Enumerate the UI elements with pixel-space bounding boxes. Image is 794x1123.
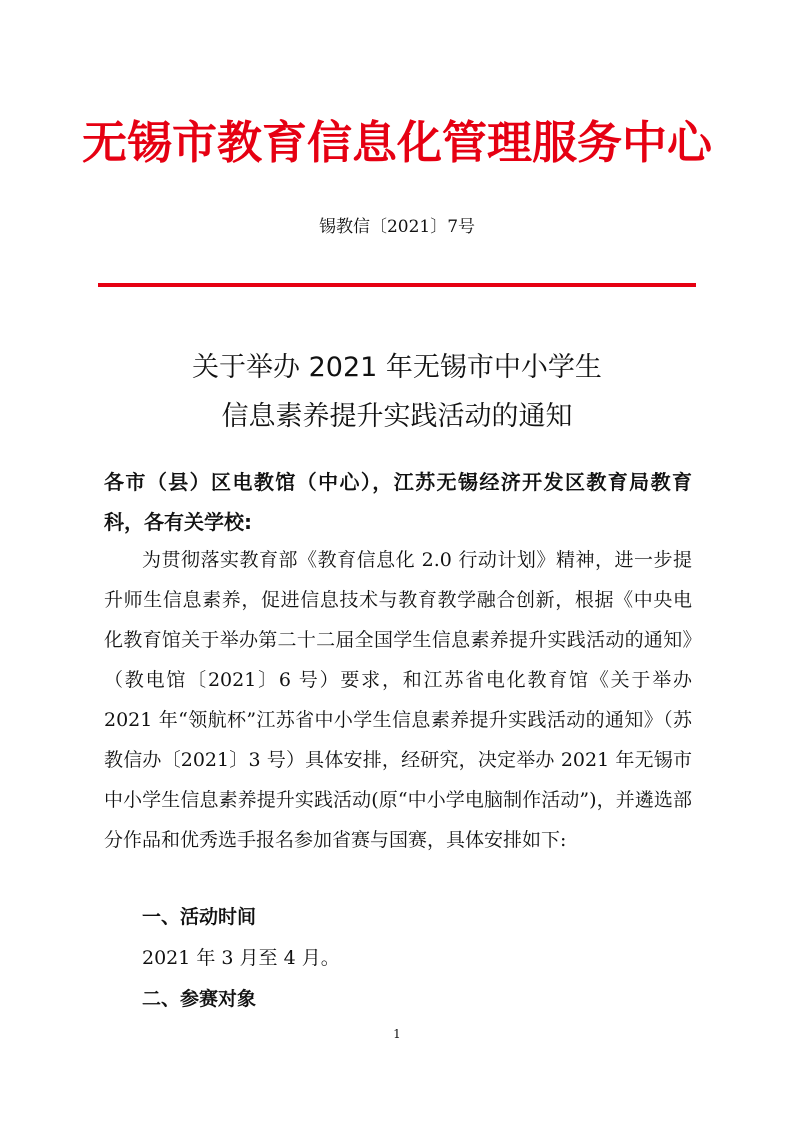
notice-title-line-1: 关于举办 2021 年无锡市中小学生 <box>192 352 602 383</box>
document-number: 锡教信〔2021〕7号 <box>318 217 476 237</box>
section-text-activity-time: 2021 年 3 月至 4 月。 <box>142 947 340 969</box>
page-number: 1 <box>393 1027 401 1041</box>
red-divider-line <box>98 283 696 287</box>
salutation: 各市（县）区电教馆（中心），江苏无锡经济开发区教育局教育科，各有关学校: <box>104 470 692 534</box>
notice-title-line-2: 信息素养提升实践活动的通知 <box>221 401 573 432</box>
section-heading-participants: 二、参赛对象 <box>142 988 257 1010</box>
section-heading-activity-time: 一、活动时间 <box>142 906 257 928</box>
body-paragraph: 为贯彻落实教育部《教育信息化 2.0 行动计划》精神，进一步提升师生信息素养，促进信息技术与教育教学融合创新，根据《中央电化教育馆关于举办第二十二届全国学生信息素养提升实践活动的通知》（教电馆〔2021〕6 号）要求，和江苏省电化教育馆《关于举办 2021 年“领航杯”江苏省中小学生信息素养提升实践活动的通知》（苏教信办〔2021〕3 号）具体安排，经研究，决定举办 2021 年无锡市中小学生信息素养提升实践活动(原“中小学电脑制作活动”)，并遴选部分作品和优秀选手报名参加省赛与国赛，具体安排如下: <box>104 549 692 851</box>
issuer-title: 无锡市教育信息化管理服务中心 <box>81 116 712 169</box>
